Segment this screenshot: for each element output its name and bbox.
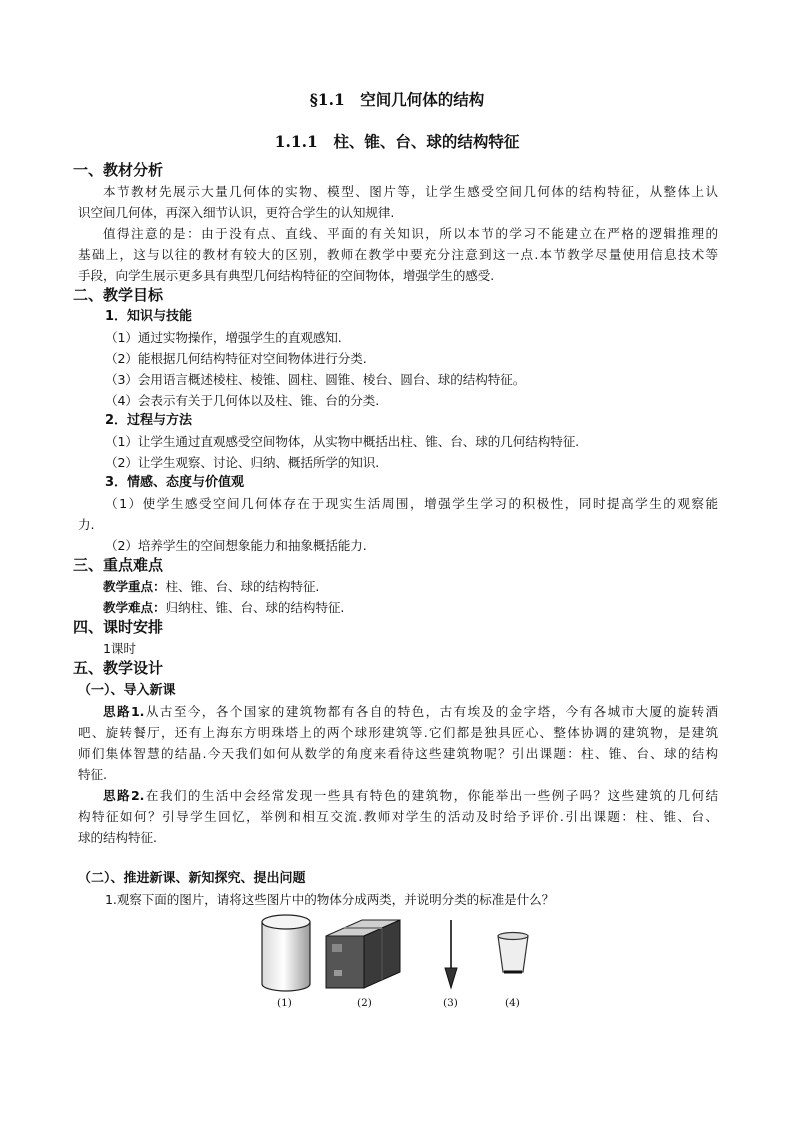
objective-item: （4）会表示有关于几何体以及柱、锥、台的分类.: [105, 393, 380, 408]
key-point-text: 柱、锥、台、球的结构特征.: [165, 579, 320, 594]
idea-2-label: 思路2.: [103, 788, 145, 803]
difficult-point-label: 教学难点：: [103, 600, 166, 615]
section-heading-5: 五、教学设计: [73, 659, 164, 677]
objective-item: （3）会用语言概述棱柱、棱锥、圆柱、圆锥、棱台、圆台、球的结构特征。: [105, 372, 526, 387]
paragraph-line: 基础上，这与以往的教材有较大的区别，教师在教学中要充分注意到这一点.本节教学尽量使用信息技术等: [78, 247, 718, 262]
cylinder-figure: [258, 912, 314, 994]
paper-cup-figure: [496, 930, 530, 976]
class-hours: 1课时: [103, 641, 136, 656]
paragraph-line: 特征.: [78, 767, 107, 782]
paragraph-line: 师们集体智慧的结晶.今天我们如何从数学的角度来看待这些建筑物呢？引出课题：柱、锥、台、球的结构: [78, 746, 718, 761]
subheading-knowledge: 1．知识与技能: [105, 309, 193, 324]
paragraph-line: 思路2.在我们的生活中会经常发现一些具有特色的建筑物，你能举出一些例子吗？这些建筑的几何结: [103, 788, 718, 803]
objective-item: （2）培养学生的空间想象能力和抽象概括能力.: [105, 538, 367, 553]
paragraph-line: 思路1.从古至今，各个国家的建筑物都有各自的特色，古有埃及的金字塔，今有各城市大厦的旋转酒: [103, 704, 718, 719]
objective-item: （2）能根据几何结构特征对空间物体进行分类.: [105, 351, 367, 366]
figure-caption: (4): [505, 997, 520, 1009]
paragraph-line: 本节教材先展示大量几何体的实物、模型、图片等，让学生感受空间几何体的结构特征，从整体上认: [103, 184, 718, 199]
difficult-point-text: 归纳柱、锥、台、球的结构特征.: [165, 600, 345, 615]
page-title: §1.1 空间几何体的结构: [309, 90, 485, 109]
objective-item: 力.: [78, 517, 95, 532]
section-heading-2: 二、教学目标: [73, 286, 164, 304]
box-figure: [322, 914, 404, 992]
figure-caption: (3): [443, 997, 458, 1009]
idea-1-label: 思路1.: [103, 704, 145, 719]
plumb-bob-figure: [442, 920, 460, 992]
page-subtitle: 1.1.1 柱、锥、台、球的结构特征: [274, 132, 520, 151]
key-point: [103, 576, 743, 597]
difficult-point: [103, 597, 743, 618]
subheading-method: 2．过程与方法: [105, 413, 193, 428]
paragraph-line: 吧、旋转餐厅，还有上海东方明珠塔上的两个球形建筑等.它们都是独具匠心、整体协调的建筑物，是建筑: [78, 725, 718, 740]
objective-item: （2）让学生观察、讨论、归纳、概括所学的知识.: [105, 455, 380, 470]
paragraph-line: 手段，向学生展示更多具有典型几何结构特征的空间物体，增强学生的感受.: [78, 268, 495, 283]
subsection-intro: （一）、导入新课: [78, 683, 176, 698]
paragraph-line: 构特征如何？引导学生回忆，举例和相互交流.教师对学生的活动及时给予评价.引出课题：柱、锥、台、: [78, 809, 718, 824]
section-heading-3: 三、重点难点: [73, 556, 164, 574]
key-point-label: 教学重点：: [103, 579, 166, 594]
subsection-new-lesson: （二）、推进新课、新知探究、提出问题: [78, 871, 306, 886]
section-heading-4: 四、课时安排: [73, 618, 164, 636]
figure-caption: (1): [277, 997, 292, 1009]
paragraph-line: 识空间几何体，再深入细节认识，更符合学生的认知规律.: [78, 205, 395, 220]
objective-item: （1）使学生感受空间几何体存在于现实生活周围，增强学生学习的积极性，同时提高学生的观察能: [105, 496, 718, 511]
question-1: 1.观察下面的图片，请将这些图片中的物体分成两类，并说明分类的标准是什么？: [105, 892, 555, 907]
section-heading-1: 一、教材分析: [73, 161, 164, 179]
objective-item: （1）通过实物操作，增强学生的直观感知.: [105, 330, 342, 345]
paragraph-line: 球的结构特征.: [78, 830, 157, 845]
paragraph-line: 值得注意的是：由于没有点、直线、平面的有关知识，所以本节的学习不能建立在严格的逻辑推理的: [103, 226, 718, 241]
objective-item: （1）让学生通过直观感受空间物体，从实物中概括出柱、锥、台、球的几何结构特征.: [105, 434, 580, 449]
figure-caption: (2): [357, 997, 372, 1009]
subheading-attitude: 3．情感、态度与价值观: [105, 475, 245, 490]
